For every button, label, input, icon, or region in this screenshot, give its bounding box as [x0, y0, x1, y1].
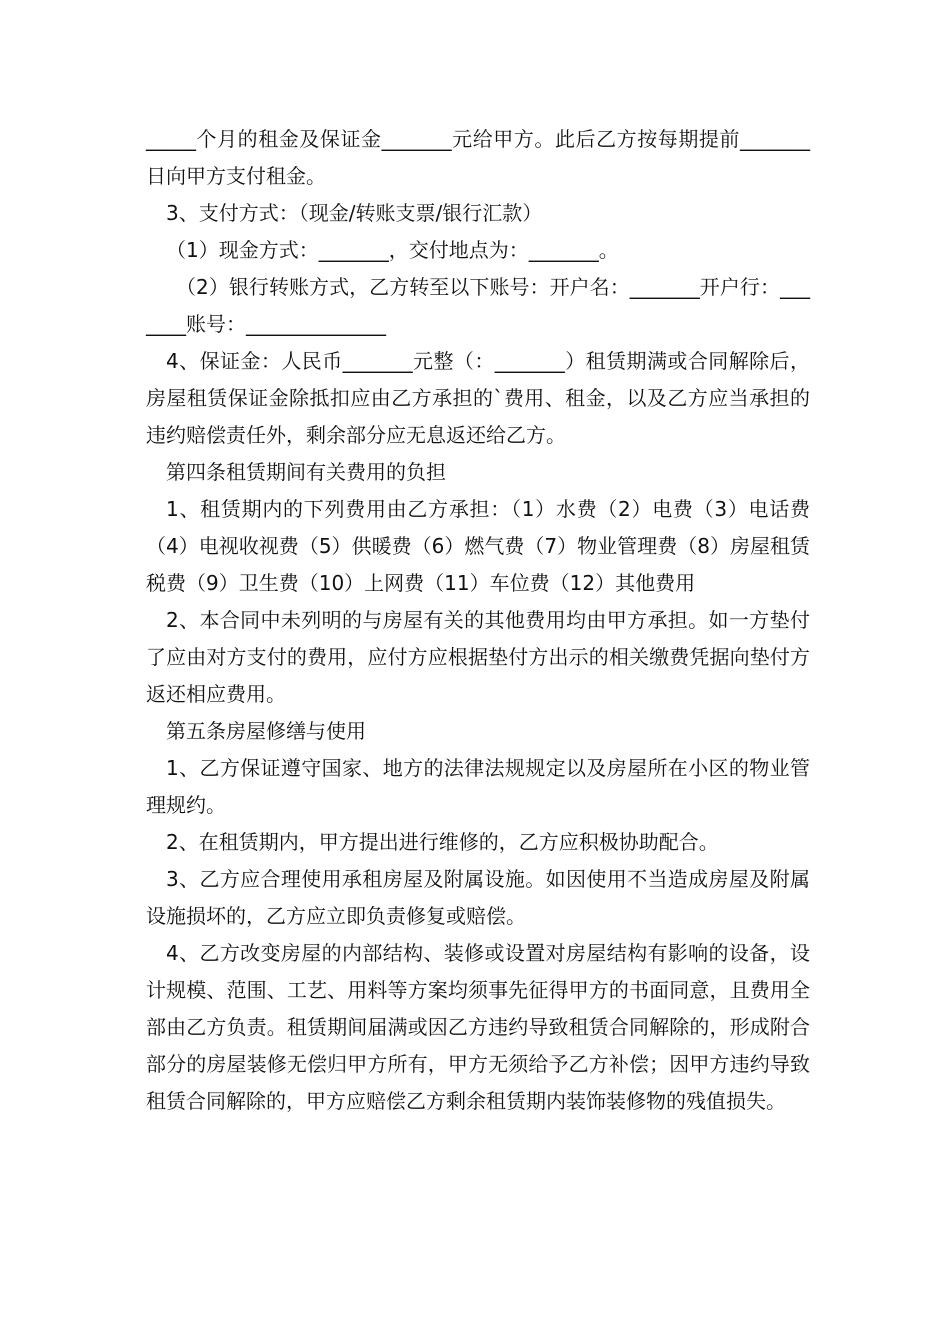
section-heading-article-5: 第五条房屋修缮与使用 [166, 719, 366, 743]
paragraph-alterations: 4、乙方改变房屋的内部结构、装修或设置对房屋结构有影响的设备，设计规模、范围、工艺、用料等方案均须事先征得甲方的书面同意，且费用全部由乙方负责。租赁期间届满或因乙方违约导致租赁合同解除的，形成附合部分的房屋装修无偿归甲方所有，甲方无须给予乙方补偿；因甲方违约导致租赁合同解除的，甲方应赔偿乙方剩余租赁期内装饰装修物的残值损失。 [146, 941, 810, 1113]
section-heading-article-4: 第四条租赁期间有关费用的负担 [166, 460, 446, 484]
paragraph-maintenance: 2、在租赁期内，甲方提出进行维修的，乙方应积极协助配合。 [166, 830, 719, 854]
paragraph-bank-transfer: （2）银行转账方式，乙方转至以下账号：开户名：_______开户行：_______账号：______________ [146, 275, 810, 336]
paragraph-cash-method: （1）现金方式：_______，交付地点为：_______。 [166, 238, 619, 262]
paragraph-rent-deposit: _____个月的租金及保证金_______元给甲方。此后乙方按每期提前_______日向甲方支付租金。 [146, 127, 810, 188]
paragraph-payment-method: 3、支付方式：（现金/转账支票/银行汇款） [166, 201, 543, 225]
paragraph-tenant-fees: 1、租赁期内的下列费用由乙方承担：（1）水费（2）电费（3）电话费（4）电视收视费（5）供暖费（6）燃气费（7）物业管理费（8）房屋租赁税费（9）卫生费（10）上网费（11）车位费（12）其他费用 [146, 497, 810, 595]
paragraph-other-fees: 2、本合同中未列明的与房屋有关的其他费用均由甲方承担。如一方垫付了应由对方支付的费用，应付方应根据垫付方出示的相关缴费凭据向垫付方返还相应费用。 [146, 608, 810, 706]
paragraph-security-deposit: 4、保证金：人民币_______元整（：_______）租赁期满或合同解除后，房屋租赁保证金除抵扣应由乙方承担的`费用、租金，以及乙方应当承担的违约赔偿责任外，剩余部分应无息返还给乙方。 [146, 349, 810, 447]
document-body [146, 121, 810, 1120]
paragraph-proper-use: 3、乙方应合理使用承租房屋及附属设施。如因使用不当造成房屋及附属设施损坏的，乙方应立即负责修复或赔偿。 [146, 867, 810, 928]
paragraph-compliance: 1、乙方保证遵守国家、地方的法律法规规定以及房屋所在小区的物业管理规约。 [146, 756, 810, 817]
